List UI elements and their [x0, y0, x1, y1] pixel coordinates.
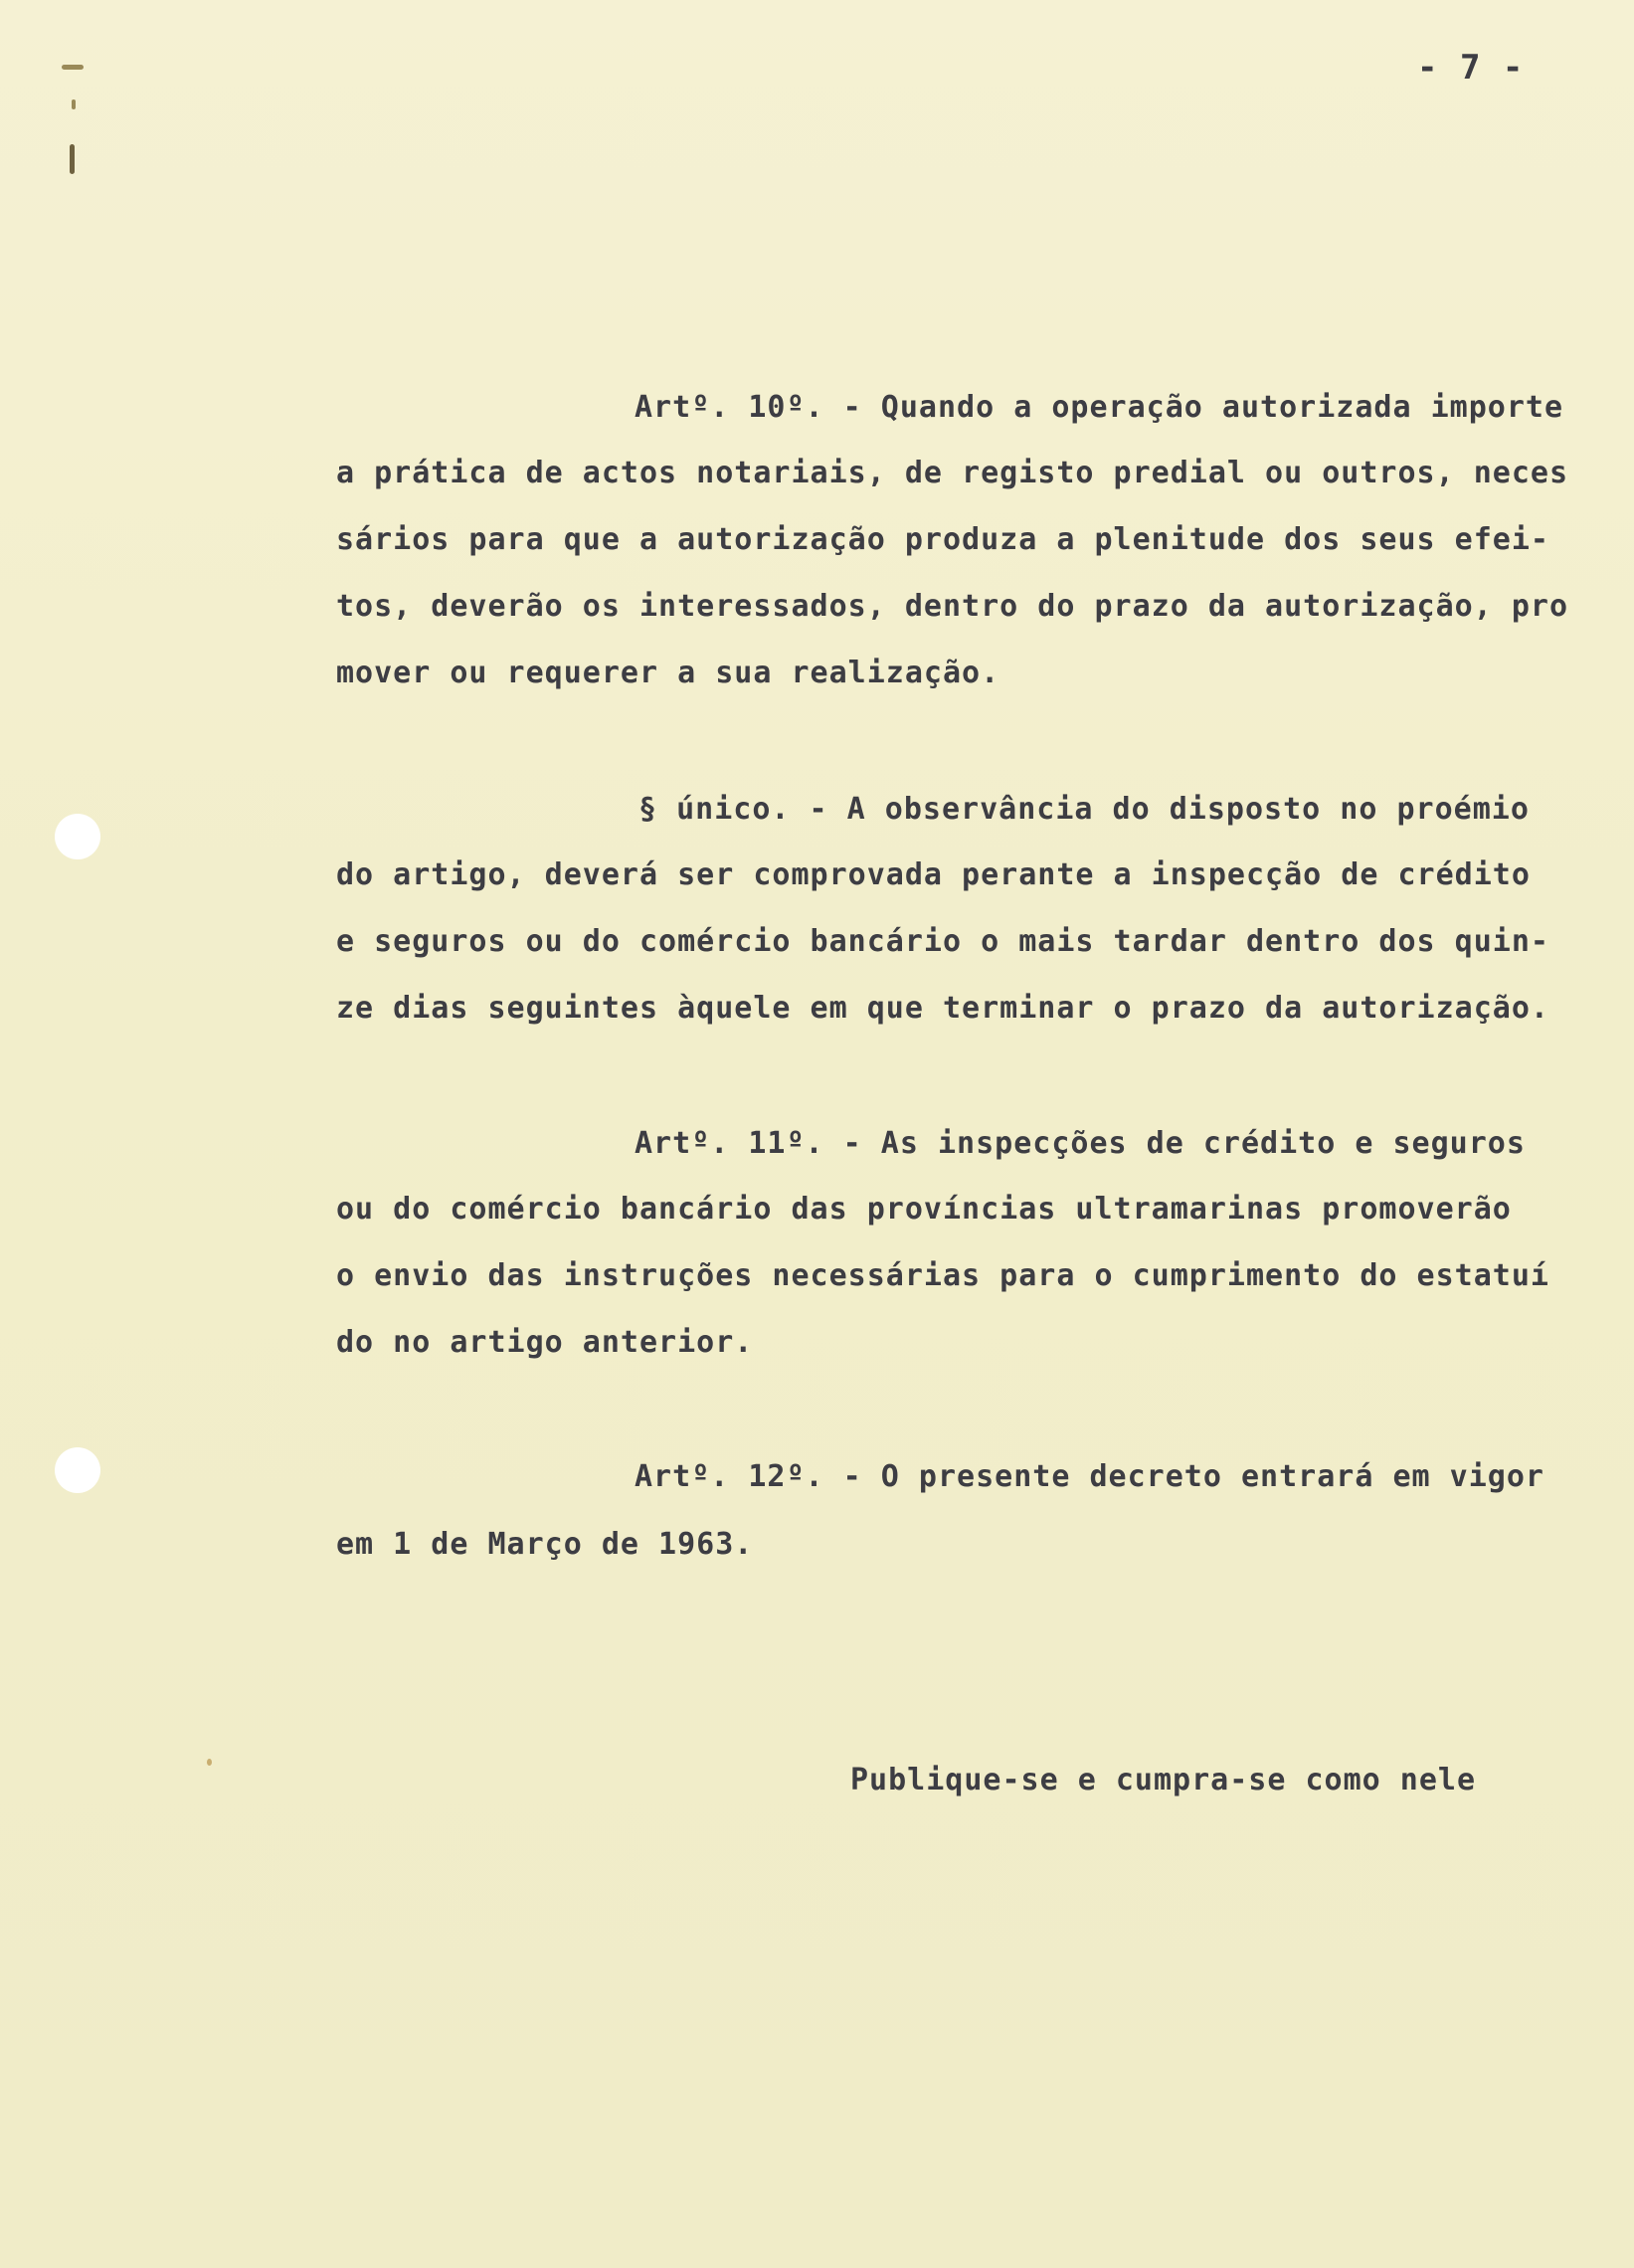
- punch-hole: [55, 1447, 100, 1493]
- page-number: - 7 -: [1417, 48, 1525, 88]
- paragraph-line: e seguros ou do comércio bancário o mais tardar dentro dos quin-: [336, 924, 1549, 959]
- closing-formula: Publique-se e cumpra-se como nele: [850, 1763, 1477, 1797]
- paragraph-line: ze dias seguintes àquele em que terminar o prazo da autorização.: [336, 991, 1549, 1026]
- binding-mark: [70, 144, 75, 174]
- paper-speck: [207, 1759, 212, 1766]
- article-line: do no artigo anterior.: [336, 1325, 754, 1360]
- article-line: o envio das instruções necessárias para o cumprimento do estatuí: [336, 1258, 1549, 1293]
- article-line: ou do comércio bancário das províncias ultramarinas promoverão: [336, 1192, 1512, 1227]
- article-line: mover ou requerer a sua realização.: [336, 656, 1000, 690]
- paragraph-line: do artigo, deverá ser comprovada perante a inspecção de crédito: [336, 857, 1531, 892]
- paragraph-line: § único. - A observância do disposto no proémio: [638, 792, 1530, 827]
- article-line: sários para que a autorização produza a plenitude dos seus efei-: [336, 522, 1549, 557]
- binding-mark: [72, 99, 76, 109]
- article-line: Artº. 11º. - As inspecções de crédito e seguros: [635, 1126, 1526, 1161]
- article-line: Artº. 12º. - O presente decreto entrará em vigor: [635, 1459, 1544, 1494]
- binding-mark: [62, 65, 84, 70]
- punch-hole: [55, 814, 100, 859]
- article-line: em 1 de Março de 1963.: [336, 1527, 754, 1562]
- article-line: tos, deverão os interessados, dentro do prazo da autorização, pro: [336, 589, 1568, 624]
- article-line: Artº. 10º. - Quando a operação autorizada importe: [635, 390, 1564, 425]
- article-line: a prática de actos notariais, de registo predial ou outros, neces: [336, 456, 1568, 490]
